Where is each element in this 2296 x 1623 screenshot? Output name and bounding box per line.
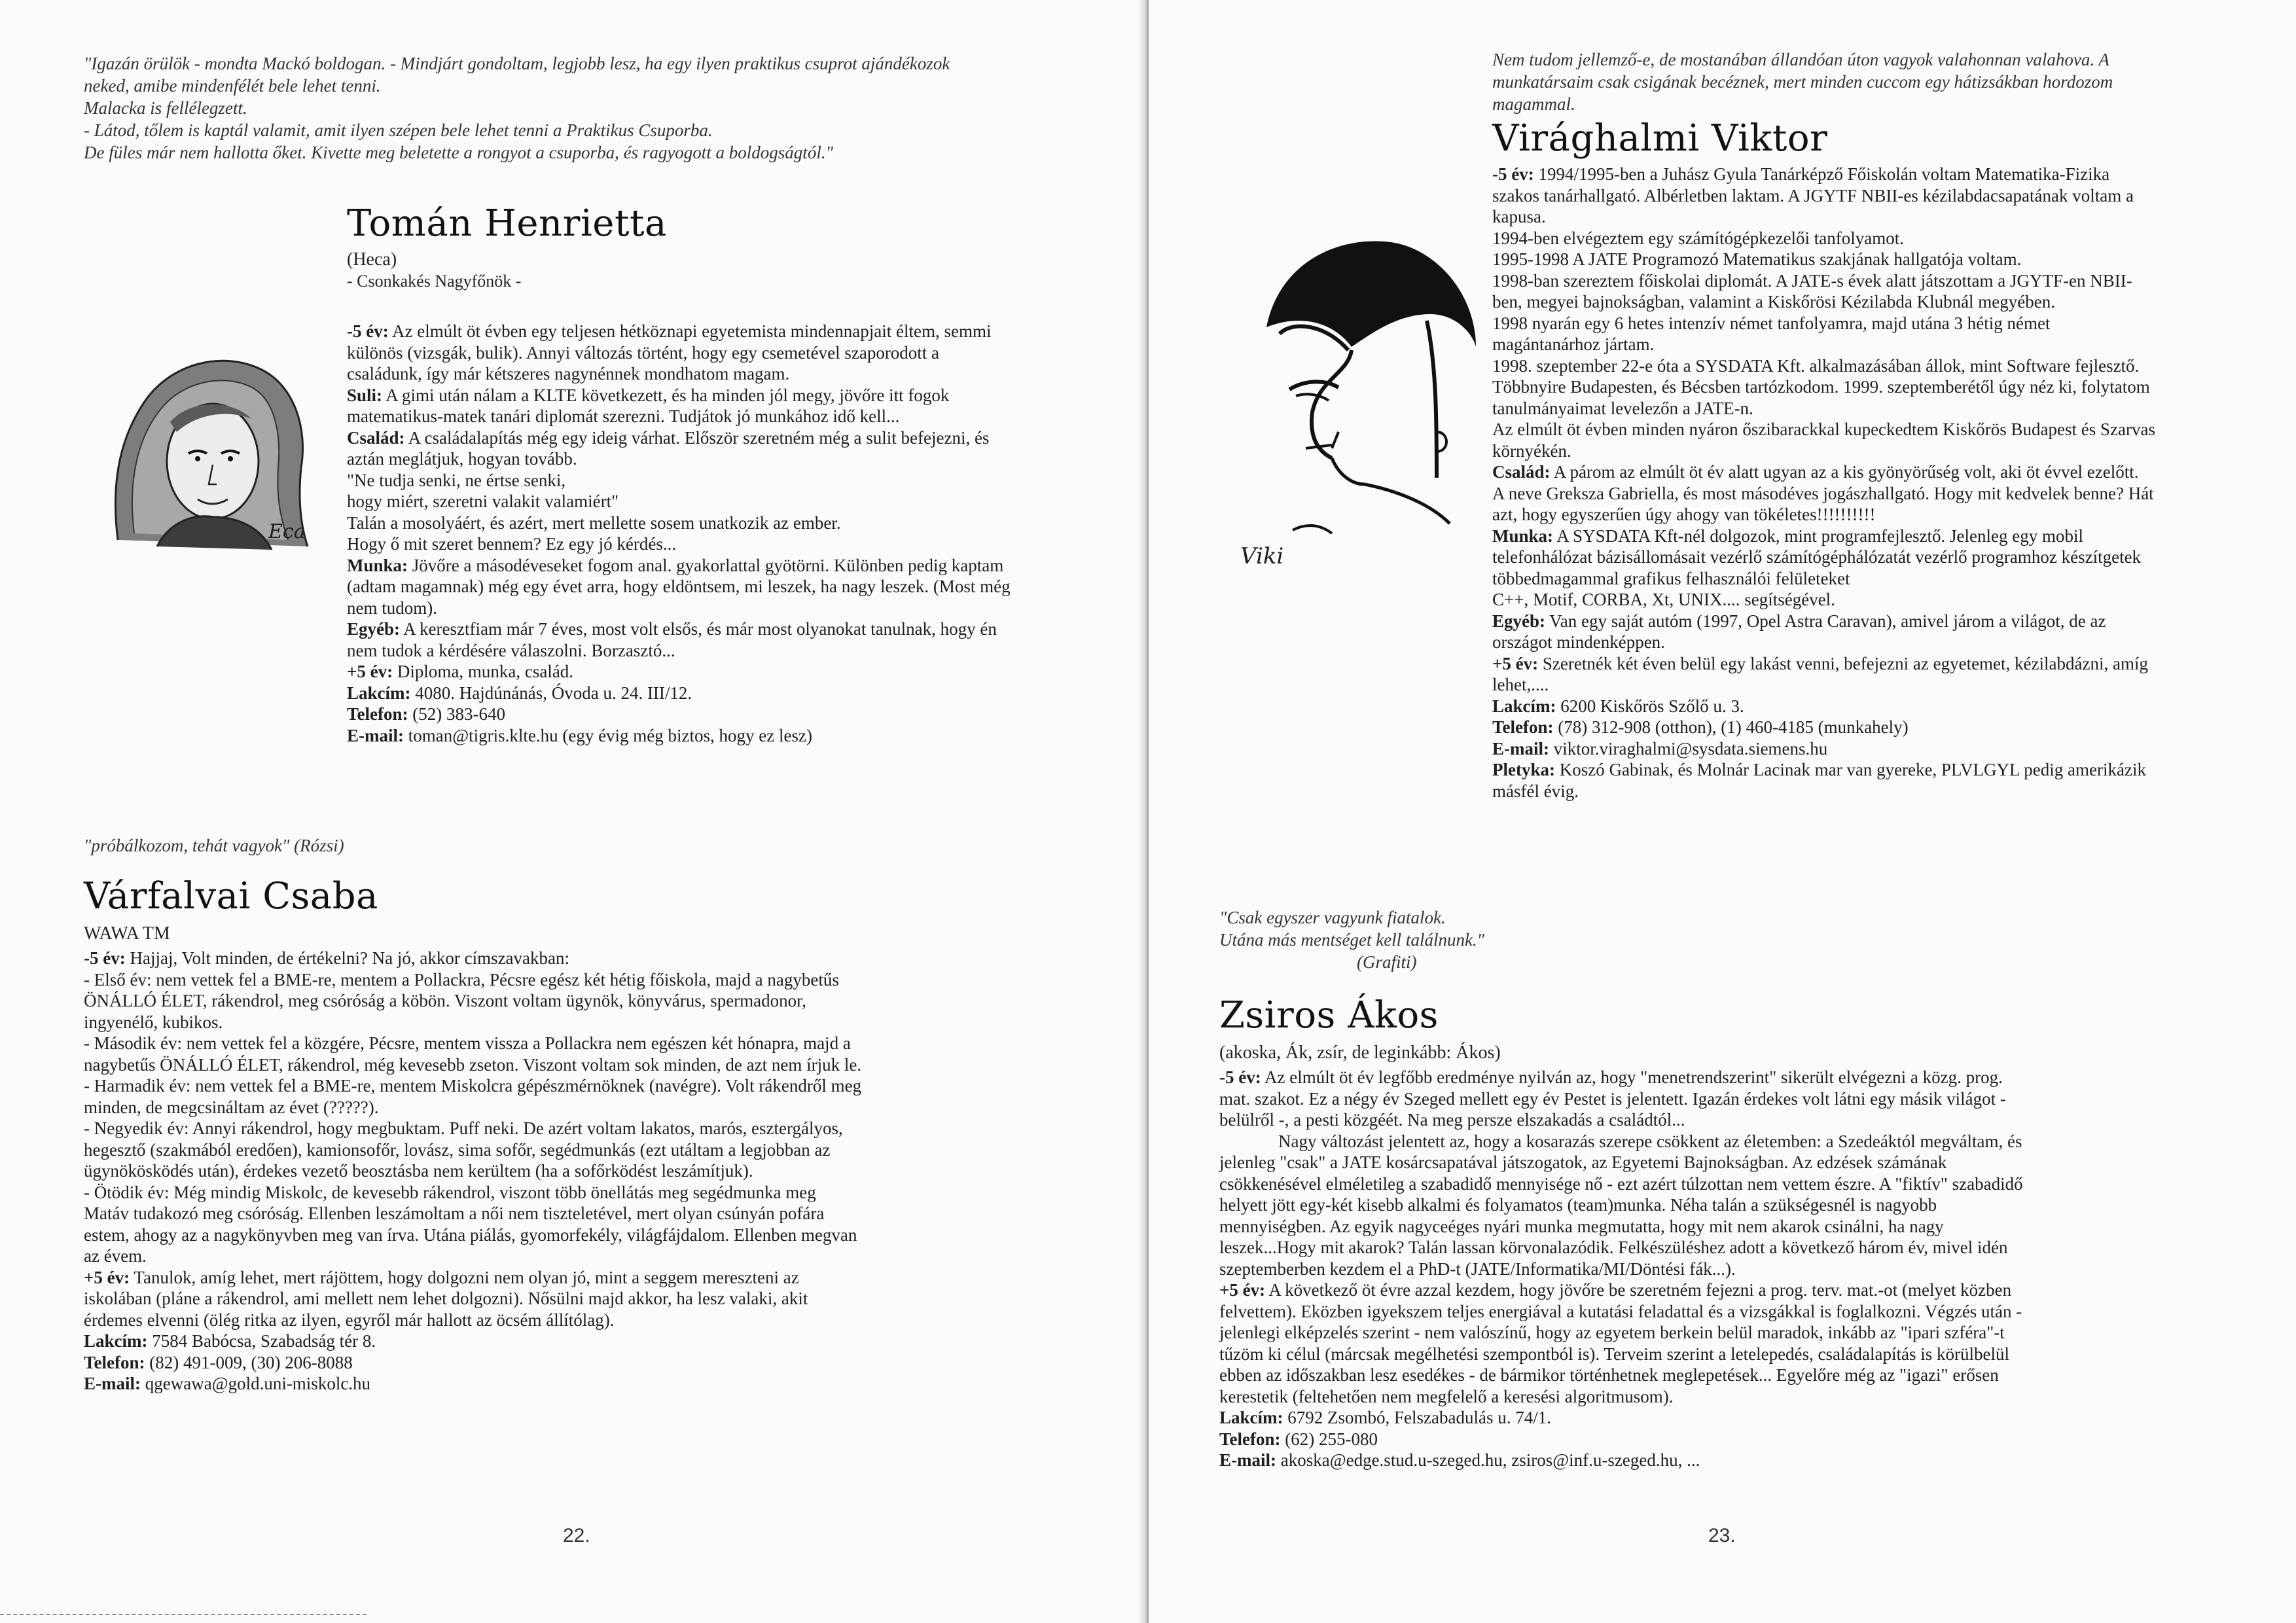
bio-line (1219, 1173, 2280, 1195)
quote-line: "Igazán örülök - mondta Mackó boldogan. - Mindjárt gondoltam, legjobb lesz, ha egy ilyen praktikus csuprot ajándékozok (84, 54, 950, 73)
bio-line (347, 385, 1113, 406)
bio-line (84, 1203, 1105, 1224)
bottom-rule-left (0, 1614, 367, 1615)
field-label: Suli: (347, 385, 383, 405)
toman-nickname: (Heca) (347, 249, 397, 270)
bio-line (1492, 696, 2278, 717)
field-text: (62) 255-080 (1280, 1429, 1378, 1449)
field-text: nagybetűs ÖNÁLLÓ ÉLET, rákendrol, még kevesebb zseton. Viszont voltam sok minden, de azt nem írjuk le. (84, 1054, 862, 1075)
field-text: - Harmadik év: nem vettek fel a BME-re, mentem Miskolcra gépészmérnöknek (navégre). Volt rákendről meg (84, 1076, 862, 1096)
bio-line (347, 597, 1113, 619)
varfalvai-header (84, 876, 1000, 944)
bio-line (1492, 164, 2278, 185)
toman-signature: Eca (268, 520, 306, 543)
field-text: A gimi után nálam a KLTE következett, és ha minden jól megy, jövőre itt fogok (382, 385, 950, 405)
field-text: 6200 Kiskőrös Szőlő u. 3. (1556, 696, 1744, 716)
viraghalmi-portrait (1240, 216, 1489, 582)
field-text: ebben az időszakban lesz esedékes - de bármikor történhetnek meglepetések... Egyelőre még az "igazi" erősen (1219, 1365, 1999, 1385)
bio-line (1492, 546, 2278, 568)
quote-line: Nem tudom jellemző-e, de mostanában állandóan úton vagyok valahonnan valahova. A (1492, 50, 2109, 69)
field-text: (adtam magamnak) még egy évet arra, hogy eldöntsem, mi leszek, ha nagy leszek. (Most még (347, 577, 1011, 596)
field-text: csökkenésével elméletileg a szabadidő mennyisége nő - ezt azért túlzottan nem vettem észre. A "fiktív" szabadidő (1219, 1173, 2023, 1194)
field-text: Talán a mosolyáért, és azért, mert mellette sosem unatkozik az ember. (347, 512, 841, 533)
bio-line (84, 948, 1105, 969)
quote-line: (Grafiti) (1357, 952, 1417, 972)
field-text: 1994-ben elvégeztem egy számítógépkezelői tanfolyamot. (1492, 228, 1905, 248)
field-text: különös (vizsgák, bulik). Annyi változás történt, hogy egy csemetével szaporodott a (347, 342, 940, 363)
bio-line (84, 1033, 1105, 1054)
bio-line (84, 1160, 1105, 1182)
field-label: Lakcím: (84, 1331, 148, 1351)
field-text: C++, Motif, CORBA, Xt, UNIX.... segítségével. (1492, 590, 1835, 609)
bio-line (1219, 1322, 2280, 1344)
field-text: Diploma, munka, család. (393, 662, 574, 681)
bio-line (84, 1075, 1105, 1097)
field-text: (82) 491-009, (30) 206-8088 (145, 1352, 353, 1372)
field-label: -5 év: (347, 321, 389, 341)
field-text: érdemes elvenni (ölég ritka az ilyen, egyről már hallott az öcsém állítólag). (84, 1310, 615, 1330)
bio-line (84, 1118, 1105, 1139)
bio-line (347, 512, 1113, 534)
field-text: 7584 Babócsa, Szabadság tér 8. (147, 1331, 376, 1351)
field-label: -5 év: (1492, 164, 1534, 184)
field-text: nem tudom). (347, 597, 437, 618)
caricature-sketch-icon (1240, 216, 1489, 582)
bio-line (1219, 1386, 2280, 1408)
zsiros-bio (1219, 1067, 2280, 1471)
bio-line (84, 1310, 1105, 1331)
field-label: Munka: (347, 555, 408, 575)
field-label: Telefon: (1492, 717, 1554, 737)
field-label: Munka: (1492, 526, 1554, 546)
portrait-sketch-icon (72, 291, 347, 553)
bio-line (1219, 1450, 2280, 1471)
field-text: A keresztfiam már 7 éves, most volt elsős, és már most olyanokat tanulnak, hogy én (400, 619, 997, 639)
field-text: A családalapítás még egy ideig várhat. Először szeretném még a sulit befejezni, és (404, 427, 990, 448)
field-text: viktor.viraghalmi@sysdata.siemens.hu (1549, 738, 1828, 758)
bio-line (1492, 249, 2278, 270)
bio-line (1492, 738, 2278, 760)
toman-header (347, 203, 1100, 292)
field-text: - Első év: nem vettek fel a BME-re, mentem a Pollackra, Pécsre egész két hétig főiskola, majd a nagybetűs (84, 969, 839, 990)
field-text: szeptemberben kezdem el a PhD-t (JATE/Informatika/MI/Döntési fák...). (1219, 1258, 1736, 1279)
bio-line (1492, 568, 2278, 590)
bio-line (1492, 419, 2278, 440)
bio-line (1219, 1067, 2280, 1088)
field-text: Az elmúlt öt évben minden nyáron őszibarackkal kupeckedtem Kiskőrös Budapest és Szarvas (1492, 419, 2155, 439)
bio-line (84, 1330, 1105, 1352)
field-text: aztán meglátjuk, hogyan tovább. (347, 449, 577, 469)
bio-line (1492, 461, 2278, 483)
bio-line (347, 683, 1113, 704)
field-label: Egyéb: (347, 619, 400, 639)
field-text: A neve Greksza Gabriella, és most másodéves jogászhallgató. Hogy mit kedvelek benne? Hát (1492, 483, 2154, 503)
field-text: tanulmányaimat levelezőn a JATE-n. (1492, 398, 1753, 418)
field-text: 1998 nyarán egy 6 hetes intenzív német tanfolyamra, majd utána 3 hétig német (1492, 313, 2051, 333)
bio-line (1219, 1237, 2280, 1258)
field-text: Jövőre a másodéveseket fogom anal. gyakorlattal gyötörni. Különben pedig kaptam (408, 555, 1004, 575)
bio-line (1492, 674, 2278, 696)
left-intro-quote (84, 52, 1105, 164)
field-text: Nagy változást jelentett az, hogy a kosarazás szerepe csökkent az életemben: a Szedeáktól megváltam, és (1278, 1131, 2022, 1151)
field-text: családunk, így már kétszeres nagynénnek mondhatom magam. (347, 364, 790, 383)
bio-line (1492, 270, 2278, 292)
field-text: magántanárhoz jártam. (1492, 334, 1655, 354)
quote-line: Malacka is fellélegzett. (84, 98, 247, 118)
varfalvai-nickname: WAWA TM (84, 923, 170, 944)
right-page (1149, 0, 2296, 1623)
bio-line (1492, 653, 2278, 675)
field-text: iskolában (pláne a rákendrol, ami mellett nem lehet dolgozni). Nősülni majd akkor, ha lesz valaki, akit (84, 1289, 808, 1308)
field-text: Az elmúlt öt évben egy teljesen hétköznapi egyetemista mindennapjait éltem, semmi (388, 321, 992, 341)
field-label: Telefon: (1219, 1429, 1281, 1449)
left-page (0, 0, 1142, 1623)
field-label: Pletyka: (1492, 760, 1555, 779)
quote-line: "Csak egyszer vagyunk fiatalok. (1219, 908, 1446, 927)
bio-line (1492, 632, 2278, 653)
field-text: szakos tanárhallgató. Albérletben laktam. A JGYTF NBII-es kézilabdacsapatának voltam a (1492, 185, 2134, 205)
field-text: ügynökösködés után), érdekes vezető beosztásba nem kerültem (ha a sofőrködést leszámítjuk). (84, 1161, 753, 1181)
field-label: Család: (347, 427, 405, 448)
bio-line (1492, 759, 2278, 781)
page-number-right: 23. (1708, 1525, 1736, 1546)
field-label: +5 év: (1219, 1280, 1266, 1300)
bio-line (1492, 611, 2278, 632)
bio-line (1219, 1194, 2280, 1216)
toman-role: - Csonkakés Nagyfőnök - (347, 272, 522, 291)
field-text: - Ötödik év: Még mindig Miskolc, de kevesebb rákendrol, viszont több önellátás meg segédmunka meg (84, 1182, 816, 1202)
bio-line (1219, 1429, 2280, 1450)
bio-line (84, 1267, 1105, 1289)
field-text: akoska@edge.stud.u-szeged.hu, zsiros@inf.u-szeged.hu, ... (1276, 1450, 1700, 1470)
bio-line (347, 470, 1113, 491)
varfalvai-name: Várfalvai Csaba (84, 875, 378, 918)
field-label: -5 év: (84, 948, 126, 968)
bio-line (84, 969, 1105, 991)
bio-line (84, 1139, 1105, 1161)
field-text: (78) 312-908 (otthon), (1) 460-4185 (munkahely) (1553, 717, 1909, 737)
bio-line (1219, 1279, 2280, 1301)
viraghalmi-signature: Viki (1240, 543, 1284, 569)
field-text: országot mindenképpen. (1492, 632, 1665, 652)
field-label: E-mail: (347, 725, 404, 745)
bio-line (1219, 1258, 2280, 1280)
field-text: 4080. Hajdúnánás, Óvoda u. 24. III/12. (410, 683, 692, 703)
field-text: A következő öt évre azzal kezdem, hogy jövőre be szeretném fejezni a prog. terv. mat.-ot (melyet közben (1265, 1280, 2012, 1300)
field-text: felvettem). Eközben igyekszem teljes energiával a kutatási feladattal és a vizsgákkal is foglalkozni. Végzés után - (1219, 1301, 2022, 1321)
field-text: nem tudok a kérdésére válaszolni. Borzasztó... (347, 640, 675, 660)
quote-line: neked, amibe mindenfélét bele lehet tenni. (84, 76, 381, 96)
bio-line (84, 1245, 1105, 1267)
bio-line (1492, 376, 2278, 398)
field-text: hogy miért, szeretni valakit valamiért" (347, 491, 619, 511)
field-text: azt, hogy egyszerűen úgy ahogy van tökéletes!!!!!!!!!! (1492, 505, 1876, 524)
bio-line (1492, 717, 2278, 738)
varfalvai-quote: "próbálkozom, tehát vagyok" (Rózsi) (84, 836, 344, 855)
field-text: "Ne tudja senki, ne értse senki, (347, 470, 566, 490)
bio-line (347, 427, 1113, 449)
field-label: -5 év: (1219, 1067, 1261, 1087)
quote-line: De füles már nem hallotta őket. Kivette meg beletette a rongyot a csuporba, és ragyogott a boldogságtól." (84, 143, 833, 162)
bio-line (84, 1097, 1105, 1118)
field-text: jelenleg "csak" a JATE kosárcsapatával játszogatok, az Egyetemi Bajnokságban. Az edzések számának (1219, 1152, 1947, 1172)
zsiros-name: Zsiros Ákos (1219, 994, 1439, 1037)
field-label: E-mail: (1219, 1450, 1276, 1470)
bio-line (1219, 1364, 2280, 1386)
field-text: környékén. (1492, 440, 1571, 461)
bio-line (1219, 1216, 2280, 1238)
bio-line (1492, 526, 2278, 547)
field-text: lehet,.... (1492, 675, 1549, 694)
bio-line (1219, 1301, 2280, 1323)
field-text: 1995-1998 A JATE Programozó Matematikus szakjának hallgatója voltam. (1492, 249, 2022, 269)
bio-line (84, 1373, 1105, 1395)
field-text: mennyiségben. Az egyik nagyceéges nyári munka megmutatta, hogy mit nem akarok csinálni, ha nagy (1219, 1216, 1944, 1236)
viraghalmi-name: Virághalmi Viktor (1492, 117, 1828, 160)
bio-line (1492, 440, 2278, 462)
varfalvai-bio (84, 948, 1105, 1395)
field-text: Koszó Gabinak, és Molnár Lacinak mar van gyereke, PLVLGYL pedig amerikázik (1554, 760, 2146, 779)
bio-line (347, 576, 1113, 597)
bio-line (347, 406, 1113, 427)
bio-line (1219, 1109, 2280, 1131)
field-text: Tanulok, amíg lehet, mert rájöttem, hogy dolgozni nem olyan jó, mint a seggem mereszteni az (130, 1267, 799, 1287)
bio-line (1492, 313, 2278, 334)
toman-name: Tomán Henrietta (347, 202, 667, 245)
quote-line: magammal. (1492, 94, 1575, 114)
bio-line (84, 1224, 1105, 1246)
field-text: - Negyedik év: Annyi rákendrol, hogy megbuktam. Puff neki. De azért voltam lakatos, marós, esztergályos, (84, 1118, 843, 1138)
field-text: Hogy ő mit szeret bennem? Ez egy jó kérdés... (347, 534, 677, 554)
field-label: Telefon: (84, 1352, 145, 1372)
field-text: qgewawa@gold.uni-miskolc.hu (141, 1374, 371, 1393)
field-text: 6792 Zsombó, Felszabadulás u. 74/1. (1283, 1408, 1551, 1427)
field-label: +5 év: (84, 1267, 130, 1287)
bio-line (347, 704, 1113, 725)
bio-line (1492, 291, 2278, 313)
bio-line (1219, 1088, 2280, 1110)
bio-line (84, 990, 1105, 1012)
field-text: Többnyire Budapesten, és Bécsben tartózkodom. 1999. szeptemberétől úgy néz ki, folytatom (1492, 377, 2150, 397)
page-number-left: 22. (563, 1525, 590, 1546)
bio-line (347, 491, 1113, 512)
bio-line (1492, 355, 2278, 377)
field-label: Lakcím: (347, 683, 411, 703)
field-text: minden, de megcsináltam az évet (?????). (84, 1097, 379, 1117)
toman-bio (347, 321, 1113, 746)
field-text: helyett jött egy-két kisebb alkalmi és folyamatos (team)munka. Néha talán a szükségesnél is nagyobb (1219, 1195, 1937, 1215)
field-text: hegesztő (szakmából eredően), kamionsofőr, lovász, sima sofőr, segédmunkás (ezt utáltam a legjobban az (84, 1139, 831, 1160)
bio-line (1492, 589, 2278, 611)
field-label: E-mail: (84, 1374, 141, 1393)
field-text: Az elmúlt öt év legfőbb eredménye nyilván az, hogy "menetrendszerint" sikerült elvégezni a közg. prog. (1261, 1067, 2003, 1087)
bio-line (84, 1012, 1105, 1033)
field-label: Lakcím: (1219, 1408, 1283, 1427)
toman-portrait (72, 291, 347, 553)
bio-line (1492, 483, 2278, 505)
bio-line (347, 725, 1113, 747)
field-text: Van egy saját autóm (1997, Opel Astra Caravan), amivel járom a világot, de az (1545, 611, 2106, 631)
bio-line (1492, 185, 2278, 207)
field-text: estem, ahogy az a nagykönyvben meg van írva. Utána piálás, gyomorfekély, világfájdalom. Ellenben megvan (84, 1224, 857, 1245)
field-text: tűzöm ki célul (márcsak megélhetési szempontból is). Terveim szerint a letelepedés, családalapítás is körülbelül (1219, 1344, 2009, 1364)
field-text: 1998-ban szereztem főiskolai diplomát. A JATE-s évek alatt játszottam a JGYTF-en NBII- (1492, 270, 2132, 291)
bio-line (347, 555, 1113, 577)
bio-line (1219, 1152, 2280, 1173)
bio-line (1219, 1344, 2280, 1365)
bio-line (347, 640, 1113, 662)
bio-line (84, 1182, 1105, 1204)
field-text: az évem. (84, 1246, 147, 1266)
field-text: ingyenélő, kubikos. (84, 1012, 223, 1032)
bio-line (84, 1288, 1105, 1310)
field-text: másfél évig. (1492, 781, 1579, 801)
bio-line (1219, 1407, 2280, 1429)
field-label: E-mail: (1492, 738, 1549, 758)
field-text: telefonhálózat bázisállomásait vezérlő számítógéphálózatát vezérlő programhoz készítgetek (1492, 547, 2142, 567)
bio-line (84, 1352, 1105, 1374)
field-text: toman@tigris.klte.hu (egy évig még biztos, hogy ez lesz) (404, 725, 812, 745)
field-text: Matáv tudakozó meg csóróság. Ellenben leszámoltam a női nem tiszteletével, mert olyan csúnyán pofára (84, 1204, 825, 1223)
bio-line (347, 321, 1113, 342)
field-text: 1998. szeptember 22-e óta a SYSDATA Kft. alkalmazásában állok, mint Software fejlesztő. (1492, 355, 2140, 376)
field-text: A SYSDATA Kft-nél dolgozok, mint programfejlesztő. Jelenleg egy mobil (1553, 526, 2084, 546)
bio-line (1492, 228, 2278, 249)
field-text: ben, megyei bajnokságban, valamint a Kiskőrösi Kézilabda Klubnál megyében. (1492, 292, 2056, 312)
bio-line (347, 342, 1113, 364)
field-label: +5 év: (1492, 653, 1539, 673)
bio-line (347, 533, 1113, 555)
quote-line: Utána más mentséget kell találnunk." (1219, 930, 1485, 950)
quote-line: - Látod, tőlem is kaptál valamit, amit ilyen szépen bele lehet tenni a Praktikus Csuporba. (84, 120, 713, 140)
bio-line (1492, 206, 2278, 228)
field-text: 1994/1995-ben a Juhász Gyula Tanárképző Főiskolán voltam Matematika-Fizika (1534, 164, 2110, 184)
right-intro-quote (1492, 48, 2278, 115)
field-text: Hajjaj, Volt minden, de értékelni? Na jó, akkor címszavakban: (125, 948, 570, 968)
bio-line (347, 618, 1113, 640)
field-text: belülről -, a pesti közgéét. Na meg persze elszakadás a családtól... (1219, 1110, 1685, 1130)
field-label: Család: (1492, 462, 1551, 482)
field-text: Szeretnék két éven belül egy lakást venni, befejezni az egyetemet, kézilabdázni, amíg (1538, 653, 2148, 673)
viraghalmi-bio (1492, 164, 2278, 802)
bio-line (1492, 334, 2278, 355)
field-label: Telefon: (347, 704, 408, 724)
field-label: Egyéb: (1492, 611, 1545, 631)
bio-line (1492, 398, 2278, 419)
bio-line (1492, 781, 2278, 802)
field-text: kerestetik (feltehetően nem megfelelő a keresési algoritmusom). (1219, 1386, 1674, 1406)
field-text: - Második év: nem vettek fel a közgére, Pécsre, mentem vissza a Pollackra nem egészen két hónapra, majd a (84, 1033, 851, 1053)
zsiros-quote (1219, 906, 1677, 973)
bio-line (1492, 504, 2278, 526)
bio-line (347, 661, 1113, 683)
field-text: A párom az elmúlt öt év alatt ugyan az a kis gyönyörűség volt, aki öt évvel ezelőtt. (1550, 462, 2139, 482)
field-text: (52) 383-640 (408, 704, 505, 724)
viraghalmi-header (1492, 118, 2278, 160)
field-text: mat. szakot. Ez a négy év Szeged mellett egy év Pestet is jelentett. Igazán érdekes volt látni egy másik világot - (1219, 1088, 2006, 1109)
field-label: +5 év: (347, 662, 393, 681)
field-text: többedmagammal grafikus felhasználói felületeket (1492, 568, 1850, 588)
bio-line (347, 363, 1113, 385)
zsiros-nickname: (akoska, Ák, zsír, de leginkább: Ákos) (1219, 1043, 1501, 1063)
bio-line (347, 448, 1113, 470)
field-text: ÖNÁLLÓ ÉLET, rákendrol, meg csóróság a köbön. Viszont voltam ügynök, könyvárus, spermadonor, (84, 991, 806, 1010)
field-text: leszek...Hogy mit akarok? Talán lassan körvonalazódik. Felkészüléshez adott a következő három év, mivel idén (1219, 1238, 2008, 1257)
bio-line (1219, 1131, 2280, 1152)
bio-line (84, 1054, 1105, 1076)
field-text: jelenlegi elképzelés szerint - nem valószínű, hogy az egyetem berkein belül maradok, inkább az "ipari szféra"-t (1219, 1323, 2005, 1342)
zsiros-header (1219, 995, 2201, 1063)
field-text: kapusa. (1492, 207, 1546, 226)
field-label: Lakcím: (1492, 696, 1556, 716)
quote-line: munkatársaim csak csigának becéznek, mert minden cuccom egy hátizsákban hordozom (1492, 72, 2113, 92)
field-text: matematikus-matek tanári diplomát szerezni. Tudjátok jó munkához idő kell... (347, 406, 900, 426)
